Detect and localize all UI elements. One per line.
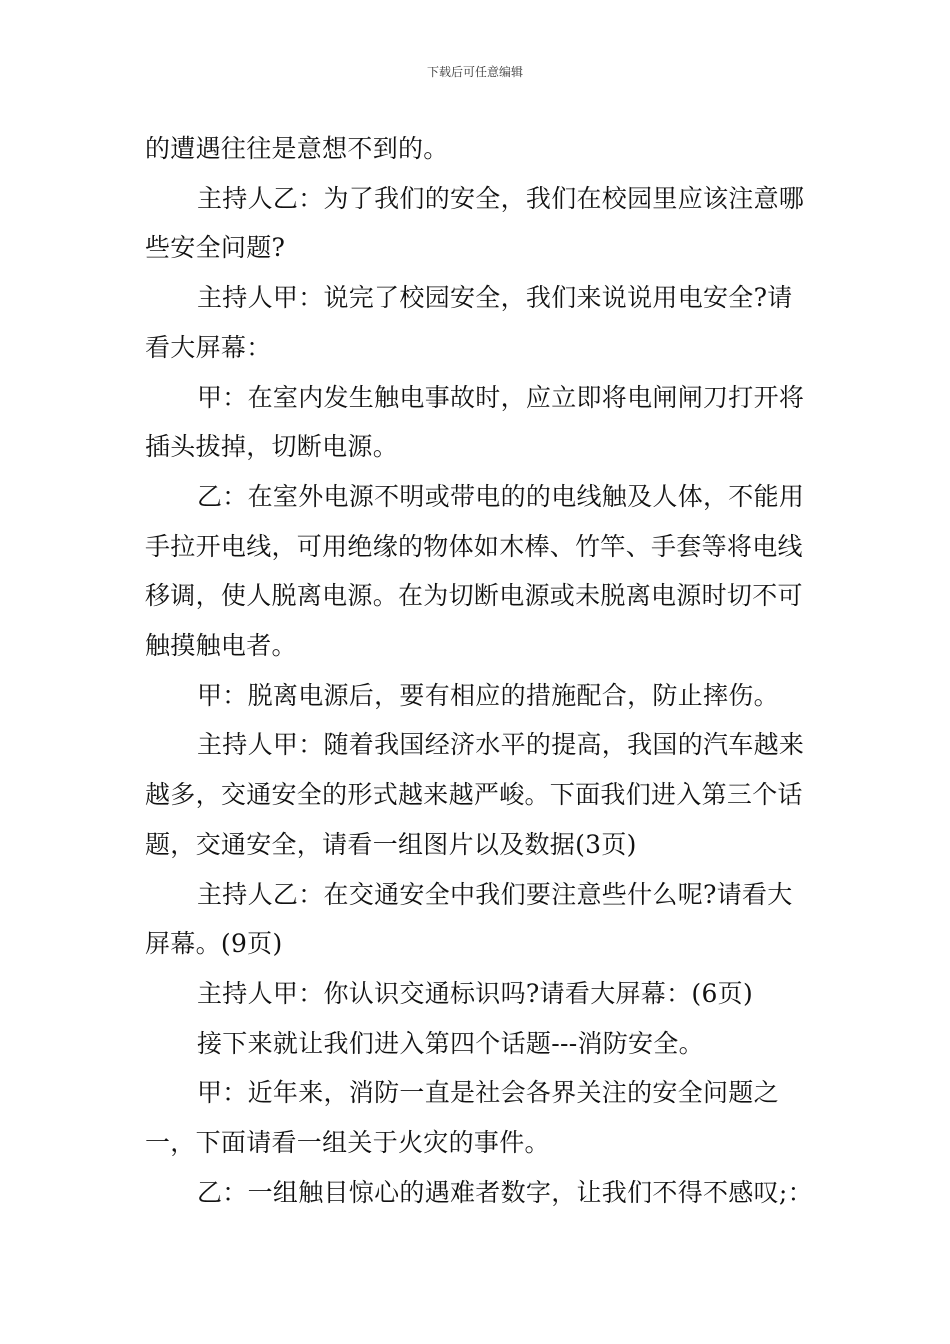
- paragraph: 主持人甲：你认识交通标识吗?请看大屏幕：(6页): [197, 978, 754, 1008]
- paragraph: 主持人甲：说完了校园安全，我们来说说用电安全?请看大屏幕：: [145, 283, 793, 362]
- paragraph: 甲：近年来，消防一直是社会各界关注的安全问题之一，下面请看一组关于火灾的事件。: [145, 1078, 779, 1158]
- paragraph: 乙：在室外电源不明或带电的的电线触及人体，不能用手拉开电线，可用绝缘的物体如木棒、竹竿、手套等将电线移调，使人脱离电源。在为切断电源或未脱离电源时切不可触摸触电者。: [145, 481, 805, 661]
- document-body: [145, 124, 815, 1217]
- paragraph: 乙：一组触目惊心的遇难者数字，让我们不得不感叹;：: [197, 1177, 813, 1207]
- page-header-note: 下载后可任意编辑: [426, 65, 523, 79]
- paragraph: 甲：在室内发生触电事故时，应立即将电闸闸刀打开将插头拔掉，切断电源。: [145, 382, 805, 462]
- paragraph: 主持人乙：为了我们的安全，我们在校园里应该注意哪些安全问题?: [145, 183, 805, 263]
- paragraph: 甲：脱离电源后，要有相应的措施配合，防止摔伤。: [197, 680, 779, 710]
- paragraph: 接下来就让我们进入第四个话题---消防安全。: [197, 1028, 704, 1058]
- paragraph: 的遭遇往往是意想不到的。: [145, 134, 449, 163]
- paragraph: 主持人甲：随着我国经济水平的提高，我国的汽车越来越多，交通安全的形式越来越严峻。下面我们进入第三个话题，交通安全，请看一组图片以及数据(3页): [145, 730, 805, 859]
- paragraph: 主持人乙：在交通安全中我们要注意些什么呢?请看大屏幕。(9页): [145, 879, 793, 959]
